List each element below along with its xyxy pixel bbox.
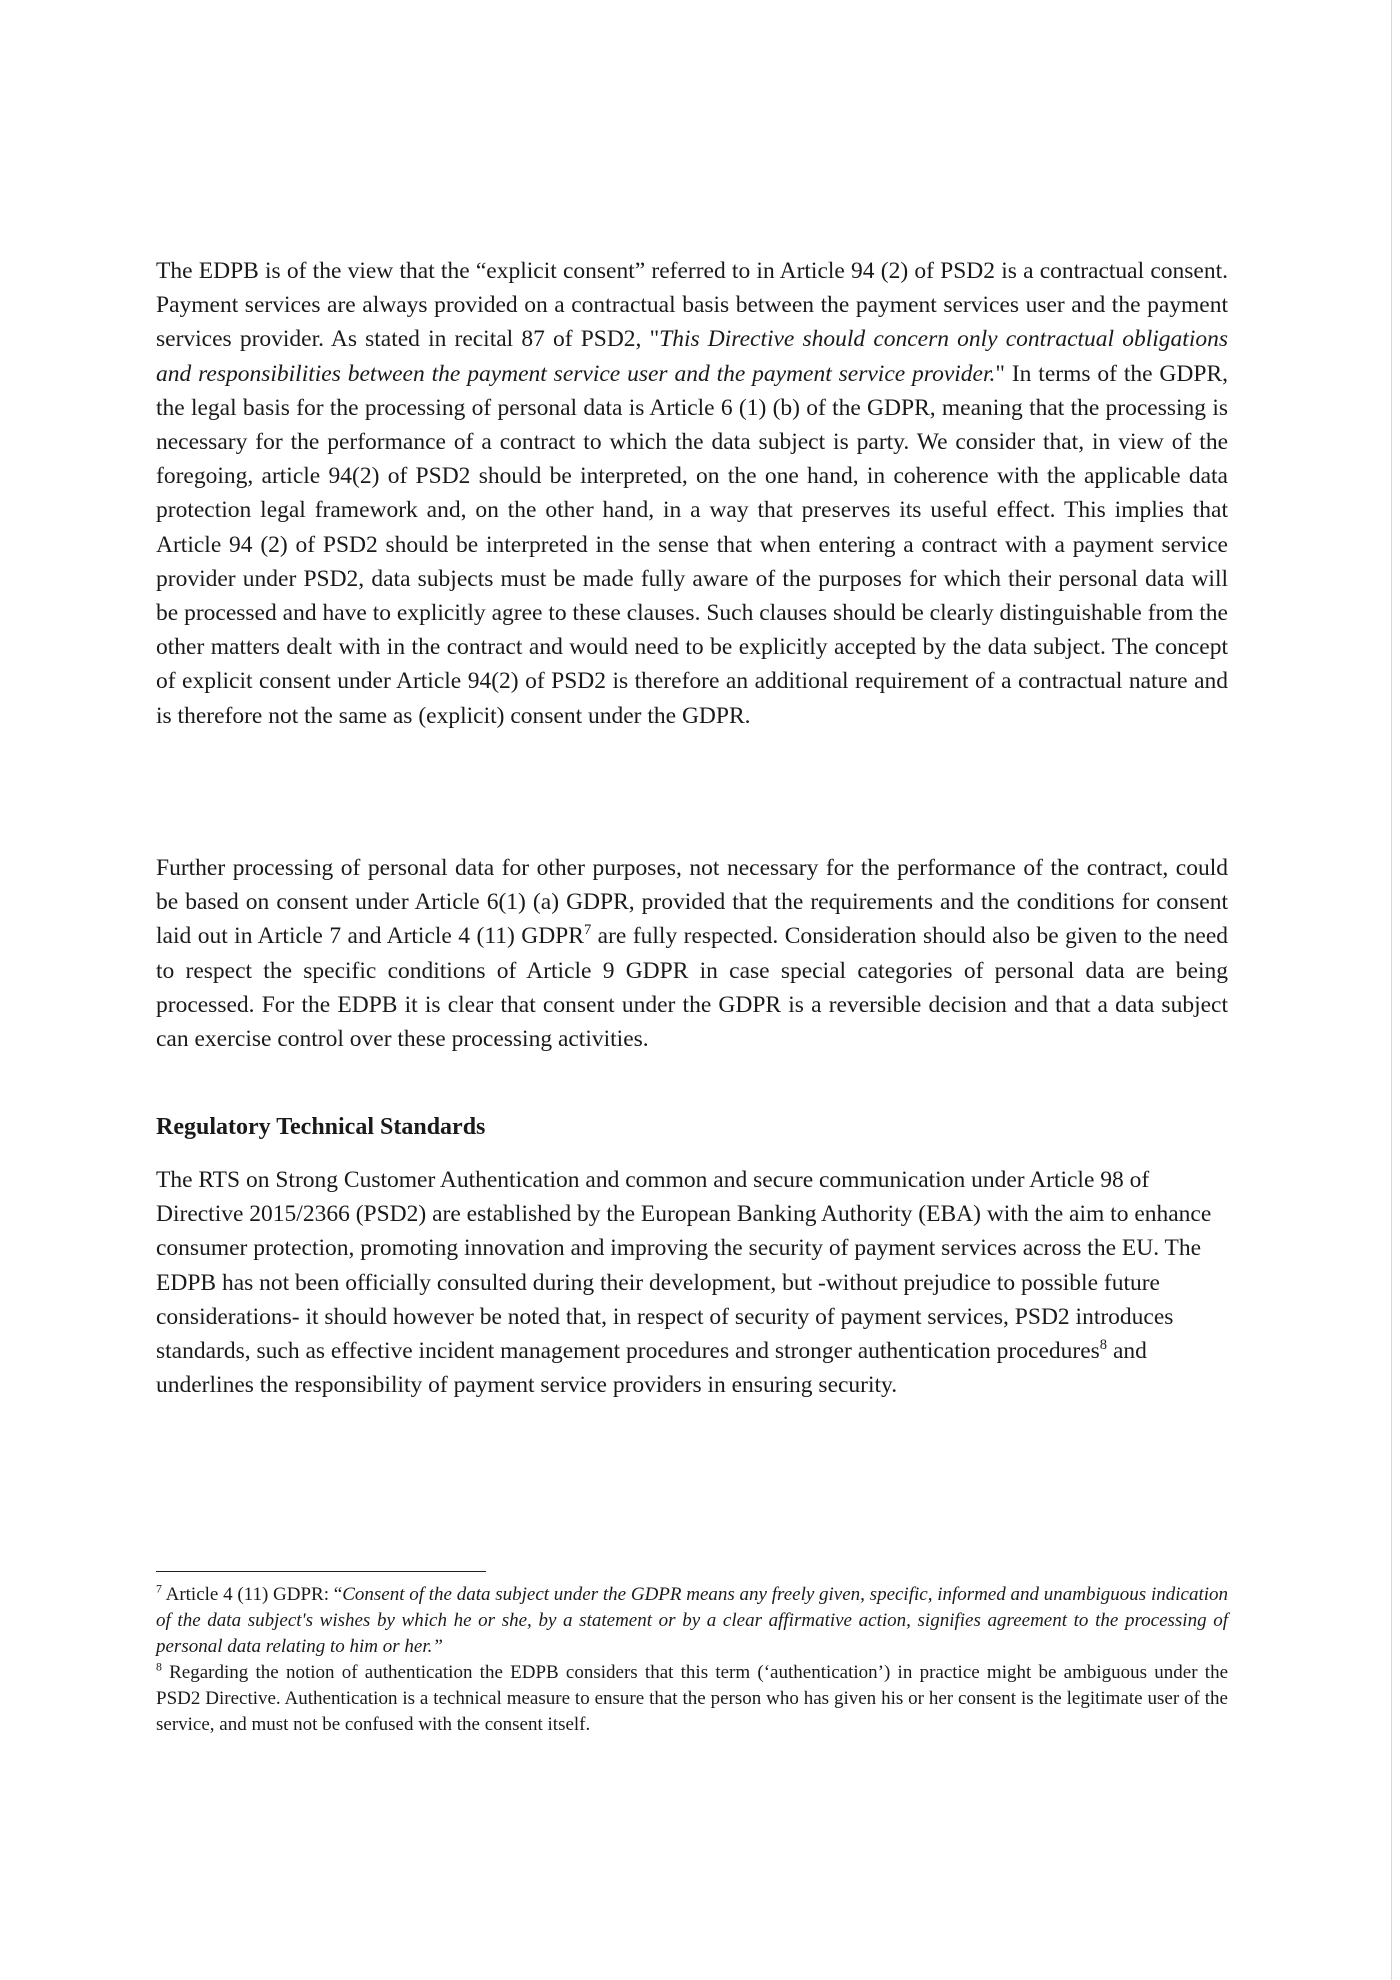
footnote-7 [156, 1582, 1228, 1660]
paragraph-rts [156, 1163, 1228, 1402]
footnote-7-quote: Consent of the data subject under the GDPR means any freely given, specific, informed and unambiguous indication of the data subject's wishes by which he or she, by a statement or by a clear affirmative action, signifies agreement to the processing of personal data relating to him or her. [156, 1584, 1228, 1657]
footnote-ref-8[interactable]: 8 [1099, 1337, 1108, 1354]
paragraph-explicit-consent [156, 254, 1228, 733]
footnote-ref-7[interactable]: 7 [583, 922, 592, 939]
paragraph-1-text-a: The EDPB is of the view that the “explicit consent” referred to in Article 94 (2) of PSD2 is a contractual consent. Payment services are always provided on a contractual basis between the payment services user and the payment services provider. As stated in recital 87 of PSD2, " [156, 258, 1228, 353]
footnote-8 [156, 1660, 1228, 1738]
footnote-7-number: 7 [156, 1582, 162, 1596]
footnote-separator [156, 1571, 486, 1572]
section-heading: Regulatory Technical Standards [156, 1114, 486, 1140]
paragraph-2-text-a: Further processing of personal data for other purposes, not necessary for the performance of the contract, could be based on consent under Article 6(1) (a) GDPR, provided that the requirements and the conditions for consent laid out in Article 7 and Article 4 (11) GDPR [156, 855, 1228, 950]
paragraph-3-text-b: and underlines the responsibility of payment service providers in ensuring security. [156, 1338, 1147, 1399]
scan-edge-line [1391, 0, 1392, 1980]
paragraph-2-text-b: are fully respected. Consideration should also be given to the need to respect the specific conditions of Article 9 GDPR in case special categories of personal data are being processed. For the EDPB it is clear that consent under the GDPR is a reversible decision and that a data subject can exercise control over these processing activities. [156, 923, 1228, 1053]
paragraph-1-text-b: " In terms of the GDPR, the legal basis for the processing of personal data is Article 6 (1) (b) of the GDPR, meaning that the processing is necessary for the performance of a contract to which the data subject is party. We consider that, in view of the foregoing, article 94(2) of PSD2 should be interpreted, on the one hand, in coherence with the applicable data protection legal framework and, on the other hand, in a way that preserves its useful effect. This implies that Article 94 (2) of PSD2 should be interpreted in the sense that when entering a contract with a payment service provider under PSD2, data subjects must be made fully aware of the purposes for which their personal data will be processed and have to explicitly agree to these clauses. Such clauses should be clearly distinguishable from the other matters dealt with in the contract and would need to be explicitly accepted by the data subject. The concept of explicit consent under Article 94(2) of PSD2 is therefore an additional requirement of a contractual nature and is therefore not the same as (explicit) consent under the GDPR. [156, 360, 1228, 729]
footnote-7-close: ” [432, 1636, 443, 1657]
footnote-8-text: Regarding the notion of authentication the EDPB considers that this term (‘authentication’) in practice might be ambiguous under the PSD2 Directive. Authentication is a technical measure to ensure that the person who has given his or her consent is the legitimate user of the service, and must not be confused with the consent itself. [156, 1662, 1228, 1735]
paragraph-3-text-a: The RTS on Strong Customer Authentication and common and secure communication under Article 98 of Directive 2015/2366 (PSD2) are established by the European Banking Authority (EBA) with the aim to enhance consumer protection, promoting innovation and improving the security of payment services across the EU. The EDPB has not been officially consulted during their development, but -without prejudice to possible future considerations- it should however be noted that, in respect of security of payment services, PSD2 introduces standards, such as effective incident management procedures and stronger authentication procedures [156, 1167, 1212, 1365]
footnote-7-lead: Article 4 (11) GDPR: “ [161, 1584, 343, 1605]
footnote-8-number: 8 [156, 1660, 162, 1674]
paragraph-further-processing [156, 851, 1228, 1056]
recital-87-quote: This Directive should concern only contractual obligations and responsibilities between the payment service user and the payment service provider. [156, 326, 1228, 387]
